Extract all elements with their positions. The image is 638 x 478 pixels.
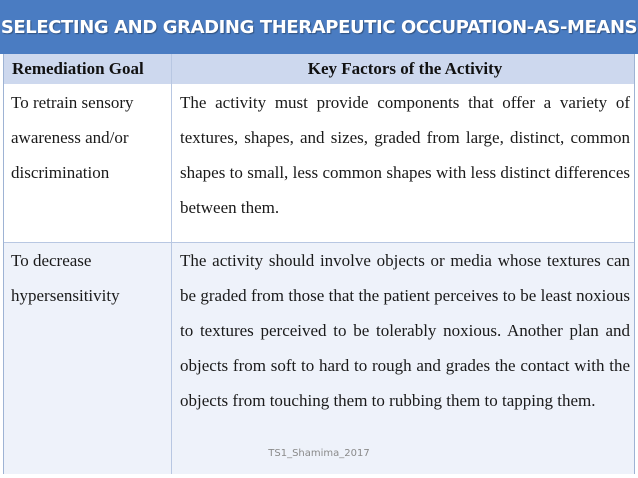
activity-table [3,54,635,474]
remediation-goal-cell: To retrain sensory awareness and/or discrimination [11,93,134,182]
table-header-row [4,54,634,85]
title-bar [0,0,638,54]
table-row [4,85,634,242]
header-key-factors: Key Factors of the Activity [307,59,503,78]
remediation-goal-cell: To decrease hypersensitivity [11,251,120,305]
table-row [4,243,634,474]
footer-credit: TS1_Shamima_2017 [268,448,370,459]
column-divider [171,54,172,474]
header-remediation-goal: Remediation Goal [12,59,144,78]
key-factors-cell: The activity must provide components that offer a variety of textures, shapes, and sizes, graded from large, distinct, common shapes to small, less common shapes with less distinct differences between them. [180,93,630,217]
slide-title: SELECTING AND GRADING THERAPEUTIC OCCUPATION-AS-MEANS [0,16,638,38]
key-factors-cell: The activity should involve objects or media whose textures can be graded from those that the patient perceives to be least noxious to textures perceived to be tolerably noxious. Another plan and objects from soft to hard to rough and grades the contact with the objects from touching them to rubbing them to tapping them. [180,251,630,410]
